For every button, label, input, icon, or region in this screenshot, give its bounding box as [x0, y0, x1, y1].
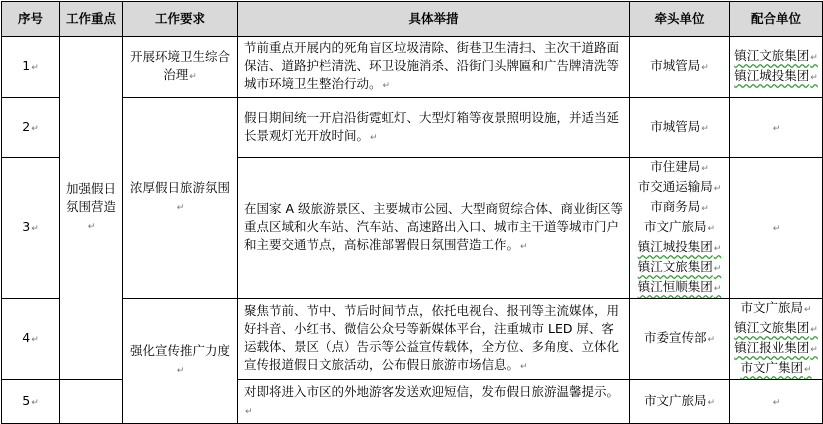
table-row — [2, 299, 823, 380]
header-lead: 牵头单位 — [630, 2, 730, 37]
row-no: 2 ↵ — [2, 98, 60, 158]
work-focus-empty — [60, 380, 123, 424]
table-row — [2, 37, 823, 98]
row-no: 1 ↵ — [2, 37, 60, 98]
lead-unit: 市城管局 ↵ — [630, 37, 730, 98]
header-measure: 具体举措 — [238, 2, 630, 37]
header-no: 序号 — [2, 2, 60, 37]
lead-unit: 镇江文旅集团 ↵ — [634, 258, 725, 278]
row-no: 4 ↵ — [2, 299, 60, 380]
row-no: 5 ↵ — [2, 380, 60, 424]
support-units — [730, 98, 823, 158]
support-units — [730, 37, 823, 98]
support-units — [730, 158, 823, 299]
support-unit: 镇江文旅集团 ↵ — [734, 319, 818, 339]
measure-text: 对即将进入市区的外地游客发送欢迎短信，发布假日旅游温馨提示。 ↵ — [238, 380, 630, 424]
header-row — [2, 2, 823, 37]
support-units — [730, 380, 823, 424]
lead-unit: 市住建局 ↵ — [634, 158, 725, 178]
header-focus: 工作重点 — [60, 2, 123, 37]
lead-unit: 市交通运输局 ↵ — [634, 178, 725, 198]
support-unit: 镇江文旅集团 ↵ — [734, 47, 818, 67]
work-requirement: 开展环境卫生综合治理 ↵ — [123, 37, 238, 98]
measure-text: 假日期间统一开启沿街霓虹灯、大型灯箱等夜景照明设施，并适当延长景观灯光开放时间。 ↵ — [238, 98, 630, 158]
measure-text: 在国家 A 级旅游景区、主要城市公园、大型商贸综合体、商业街区等重点区域和火车站、汽车站、高速路出入口、城市主干道等城市门户和主要交通节点，高标准部署假日氛围营造工作。 ↵ — [238, 158, 630, 299]
support-unit: 市文广集团 ↵ — [734, 359, 818, 379]
support-unit: 市文广旅局 ↵ — [734, 299, 818, 319]
row-no: 3 ↵ — [2, 158, 60, 299]
lead-unit: 市委宣传部 ↵ — [630, 299, 730, 380]
work-requirement: 强化宣传推广力度 ↵ — [123, 299, 238, 424]
header-requirement: 工作要求 — [123, 2, 238, 37]
work-requirement: 浓厚假日旅游氛围 ↵ — [123, 98, 238, 299]
table-row — [2, 98, 823, 158]
header-support: 配合单位 — [730, 2, 823, 37]
lead-unit: 市文广旅局 ↵ — [630, 380, 730, 424]
lead-units — [630, 158, 730, 299]
measure-text: 聚焦节前、节中、节后时间节点，依托电视台、报刊等主流媒体，用好抖音、小红书、微信公众号等新媒体平台，注重城市 LED 屏、客运载体、景区（点）告示等公益宣传载体，全方位、多角度、立体化宣传报道假日文旅活动，公布假日旅游市场信息。 ↵ — [238, 299, 630, 380]
work-focus: 加强假日氛围营造 ↵ — [60, 37, 123, 380]
measures-table — [1, 1, 823, 424]
support-units — [730, 299, 823, 380]
support-unit: 镇江报业集团 ↵ — [734, 339, 818, 359]
lead-unit: 市城管局 ↵ — [630, 98, 730, 158]
lead-unit: 镇江城投集团 ↵ — [634, 238, 725, 258]
lead-unit: 镇江恒顺集团 ↵ — [634, 278, 725, 298]
lead-unit: 市商务局 ↵ — [634, 198, 725, 218]
support-unit: 镇江城投集团 ↵ — [734, 67, 818, 87]
lead-unit: 市文广旅局 ↵ — [634, 218, 725, 238]
measure-text: 节前重点开展内的死角盲区垃圾清除、街巷卫生清扫、主次干道路面保洁、道路护栏清洗、环卫设施消杀、沿街门头牌匾和广告牌清洗等城市环境卫生整治行动。 ↵ — [238, 37, 630, 98]
